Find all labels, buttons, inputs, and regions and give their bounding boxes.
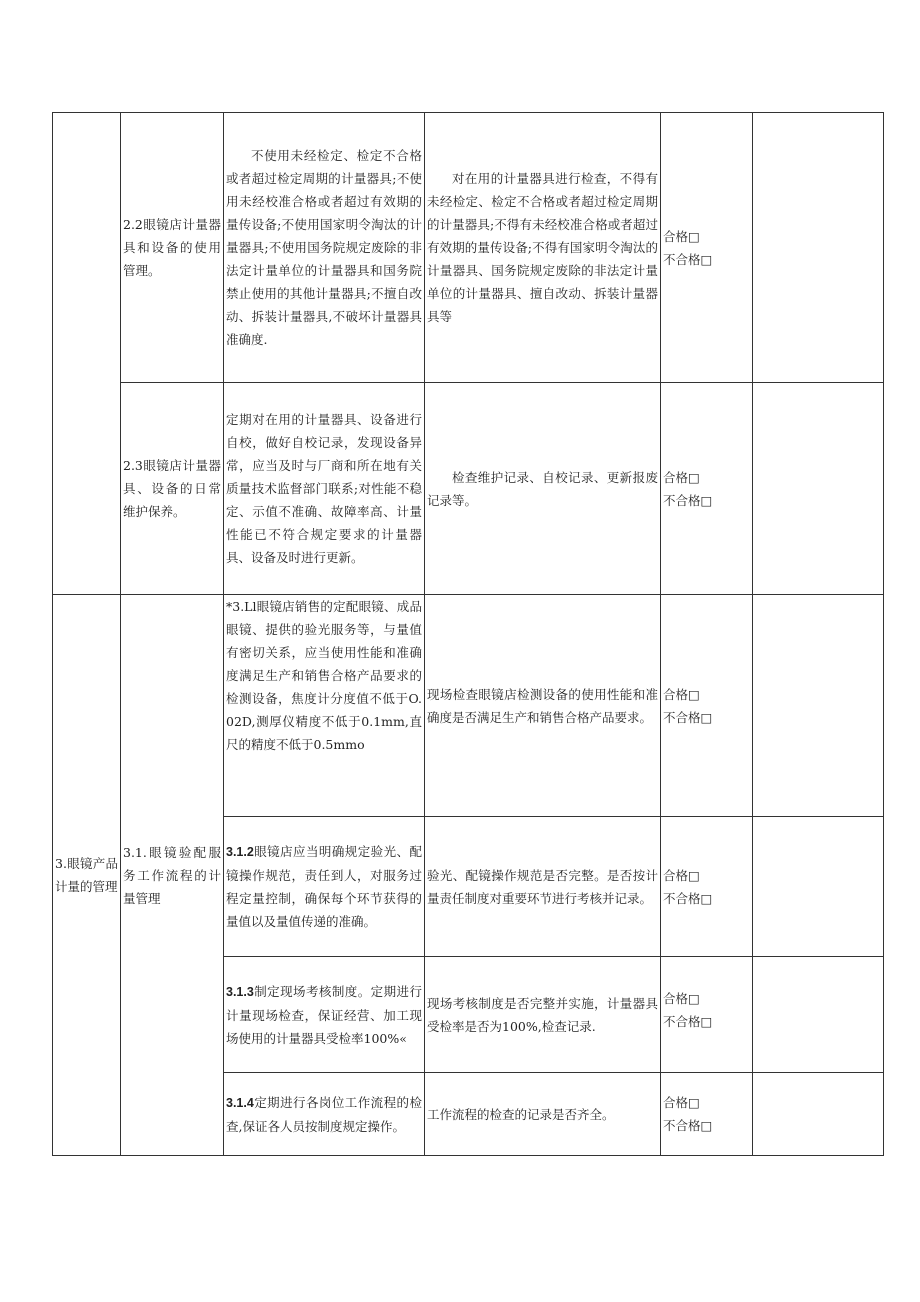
result-cell — [661, 957, 753, 1073]
inspection-table — [52, 112, 884, 1156]
pass-checkbox[interactable]: 合格□ — [663, 469, 700, 485]
item-number: 3.1.3 — [226, 984, 254, 999]
fail-checkbox[interactable]: 不合格□ — [663, 251, 713, 267]
remarks-cell — [753, 113, 884, 383]
method-cell: 检查维护记录、自校记录、更新报废记录等。 — [425, 383, 661, 595]
method-cell: 工作流程的检查的记录是否齐全。 — [425, 1073, 661, 1156]
requirement-cell — [224, 817, 425, 957]
pass-checkbox[interactable]: 合格□ — [663, 228, 700, 244]
remarks-cell — [753, 1073, 884, 1156]
result-cell — [661, 113, 753, 383]
method-cell: 对在用的计量器具进行检查，不得有未经检定、检定不合格或者超过检定周期的计量器具;不得有未经校准合格或者超过有效期的量传设备;不得有国家明令淘汰的计量器具、国务院规定废除的非法定计量单位的计量器具、擅自改动、拆装计量器具等 — [425, 113, 661, 383]
fail-checkbox[interactable]: 不合格□ — [663, 492, 713, 508]
item-cell: 2.3眼镜店计量器具、设备的日常维护保养。 — [121, 383, 224, 595]
result-cell — [661, 595, 753, 817]
requirement-cell — [224, 1073, 425, 1156]
requirement-cell: 不使用未经检定、检定不合格或者超过检定周期的计量器具;不使用未经校准合格或者超过有效期的量传设备;不使用国家明令淘汰的计量器具;不使用国务院规定废除的非法定计量单位的计量器具和国务院禁止使用的其他计量器具;不擅自改动、拆装计量器具,不破坏计量器具准确度. — [224, 113, 425, 383]
remarks-cell — [753, 817, 884, 957]
method-cell: 现场检查眼镜店检测设备的使用性能和准确度是否满足生产和销售合格产品要求。 — [425, 595, 661, 817]
table-row — [53, 383, 884, 595]
item-cell: 2.2眼镜店计量器具和设备的使用管理。 — [121, 113, 224, 383]
requirement-text: 制定现场考核制度。定期进行计量现场检查，保证经营、加工现场使用的计量器具受检率100%« — [226, 983, 422, 1046]
fail-checkbox[interactable]: 不合格□ — [663, 890, 713, 906]
requirement-text: 定期进行各岗位工作流程的检查,保证各人员按制度规定操作。 — [226, 1094, 422, 1134]
table-row — [53, 595, 884, 817]
category-cell — [53, 113, 121, 595]
pass-checkbox[interactable]: 合格□ — [663, 867, 700, 883]
fail-checkbox[interactable]: 不合格□ — [663, 709, 713, 725]
fail-checkbox[interactable]: 不合格□ — [663, 1014, 713, 1029]
method-cell: 现场考核制度是否完整并实施，计量器具受检率是否为100%,检查记录. — [425, 957, 661, 1073]
item-number: 3.1.2 — [226, 845, 254, 859]
remarks-cell — [753, 595, 884, 817]
result-cell — [661, 1073, 753, 1156]
subcategory-cell: 3.1.眼镜验配服务工作流程的计量管理 — [121, 595, 224, 1156]
requirement-text: 眼镜店应当明确规定验光、配镜操作规范，责任到人，对服务过程定量控制，确保每个环节获得的量值以及量值传递的准确。 — [226, 844, 422, 929]
method-cell: 验光、配镜操作规范是否完整。是否按计量责任制度对重要环节进行考核并记录。 — [425, 817, 661, 957]
item-number: 3.1.4 — [226, 1095, 254, 1110]
result-cell — [661, 383, 753, 595]
requirement-cell: 定期对在用的计量器具、设备进行自校，做好自校记录，发现设备异常，应当及时与厂商和所在地有关质量技术监督部门联系;对性能不稳定、示值不准确、故障率高、计量性能已不符合规定要求的计量器具、设备及时进行更新。 — [224, 383, 425, 595]
table-row — [53, 113, 884, 383]
requirement-cell — [224, 957, 425, 1073]
requirement-cell: *3.Ll眼镜店销售的定配眼镜、成品眼镜、提供的验光服务等，与量值有密切关系，应当使用性能和准确度满足生产和销售合格产品要求的检测设备，焦度计分度值不低于O.02D,测厚仪精度不低于0.1mm,直尺的精度不低于0.5mmo — [224, 595, 425, 817]
pass-checkbox[interactable]: 合格□ — [663, 1095, 700, 1110]
remarks-cell — [753, 957, 884, 1073]
pass-checkbox[interactable]: 合格□ — [663, 991, 700, 1006]
result-cell — [661, 817, 753, 957]
pass-checkbox[interactable]: 合格□ — [663, 686, 700, 702]
category-cell: 3.眼镜产品计量的管理 — [53, 595, 121, 1156]
fail-checkbox[interactable]: 不合格□ — [663, 1118, 713, 1133]
remarks-cell — [753, 383, 884, 595]
